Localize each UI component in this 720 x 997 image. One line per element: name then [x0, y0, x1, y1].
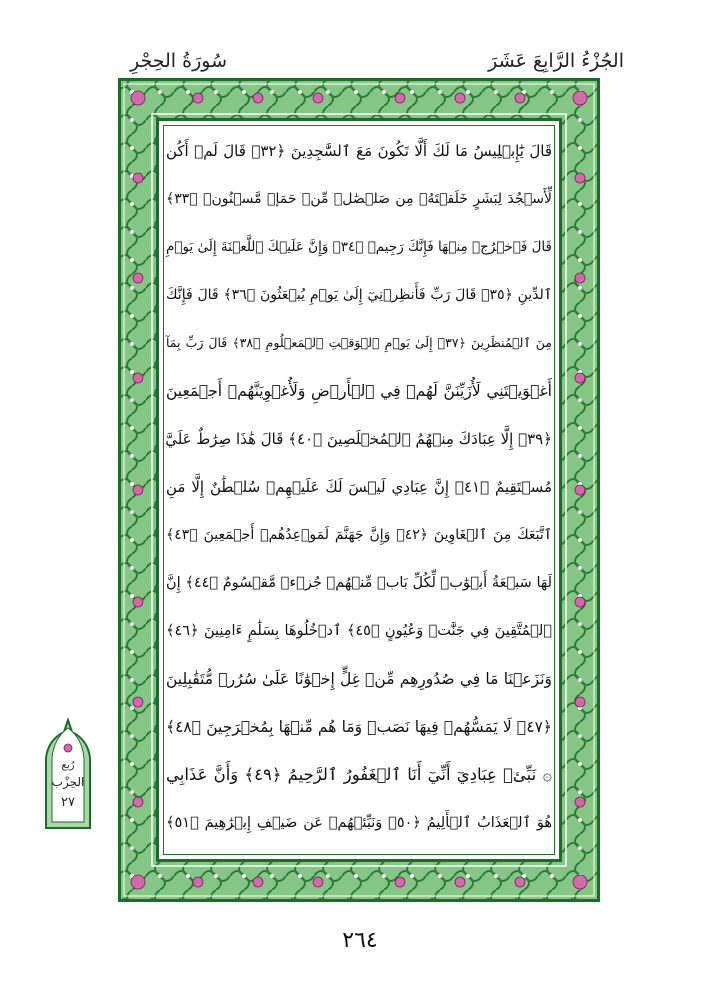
- text-line: أَغۡوَيۡتَنِي لَأُزَيِّنَنَّ لَهُمۡ فِي ٱلۡأَرۡضِ وَلَأُغۡوِيَنَّهُمۡ أَجۡمَعِينَ: [166, 382, 552, 400]
- text-line: هُوَ ٱلۡعَذَابُ ٱلۡأَلِيمُ ﴿٥٠﴾ وَنَبِّئۡهُمۡ عَن ضَيۡفِ إِبۡرَٰهِيمَ ﴿٥١﴾: [166, 815, 552, 831]
- juz-title: الجُزْءُ الرَّابِعَ عَشَرَ: [488, 50, 624, 72]
- hizb-marker-icon: [36, 718, 100, 830]
- hizb-quarter: رُبع: [61, 760, 75, 771]
- page-number: ٢٦٤: [342, 928, 378, 953]
- text-line: ٱتَّبَعَكَ مِنَ ٱلۡغَاوِينَ ﴿٤٢﴾ وَإِنَّ جَهَنَّمَ لَمَوۡعِدُهُمۡ أَجۡمَعِينَ ﴿٤٣﴾: [166, 527, 552, 543]
- text-line: ٱلۡمُتَّقِينَ فِي جَنَّٰتٖ وَعُيُونٍ ﴿٤٥﴾ ٱدۡخُلُوهَا بِسَلَٰمٍ ءَامِنِينَ ﴿٤٦﴾: [166, 623, 552, 639]
- text-line: وَنَزَعۡنَا مَا فِي صُدُورِهِم مِّنۡ غِلٍّ إِخۡوَٰنًا عَلَىٰ سُرُرٖ مُّتَقَٰبِلِينَ: [166, 670, 552, 688]
- text-line: ﴿٤٧﴾ لَا يَمَسُّهُمۡ فِيهَا نَصَبٞ وَمَا هُم مِّنۡهَا بِمُخۡرَجِينَ ﴿٤٨﴾: [166, 718, 552, 736]
- text-line: مُسۡتَقِيمٌ ﴿٤١﴾ إِنَّ عِبَادِي لَيۡسَ لَكَ عَلَيۡهِمۡ سُلۡطَٰنٌ إِلَّا مَنِ: [166, 478, 552, 496]
- text-line: ٱلدِّينِ ﴿٣٥﴾ قَالَ رَبِّ فَأَنظِرۡنِيٓ إِلَىٰ يَوۡمِ يُبۡعَثُونَ ﴿٣٦﴾ قَالَ فَإِنَّكَ: [166, 287, 553, 303]
- text-line: قَالَ فَٱخۡرُجۡ مِنۡهَا فَإِنَّكَ رَجِيمٞ ﴿٣٤﴾ وَإِنَّ عَلَيۡكَ ٱللَّعۡنَةَ إِلَىٰ يَوۡمِ: [166, 239, 552, 255]
- text-line: قَالَ يَٰٓإِبۡلِيسُ مَا لَكَ أَلَّا تَكُونَ مَعَ ٱلسَّٰجِدِينَ ﴿٣٢﴾ قَالَ لَمۡ أَكُن: [166, 142, 552, 160]
- text-line: ۞ نَبِّئۡ عِبَادِيٓ أَنِّيٓ أَنَا ٱلۡغَفُورُ ٱلرَّحِيمُ ﴿٤٩﴾ وَأَنَّ عَذَابِي: [166, 765, 552, 784]
- hizb-number: ٢٧: [61, 795, 75, 810]
- quran-text: [166, 128, 552, 852]
- text-line: لِّأَسۡجُدَ لِبَشَرٍ خَلَقۡتَهُۥ مِن صَلۡصَٰلٖ مِّنۡ حَمَإٖ مَّسۡنُونٖ ﴿٣٣﴾: [166, 191, 552, 207]
- text-line: مِنَ ٱلۡمُنظَرِينَ ﴿٣٧﴾ إِلَىٰ يَوۡمِ ٱلۡوَقۡتِ ٱلۡمَعۡلُومِ ﴿٣٨﴾ قَالَ رَبِّ بِمَآ: [166, 335, 552, 350]
- text-line: لَهَا سَبۡعَةُ أَبۡوَٰبٖ لِّكُلِّ بَابٖ مِّنۡهُمۡ جُزۡءٞ مَّقۡسُومٌ ﴿٤٤﴾ إِنَّ: [166, 575, 552, 591]
- surah-title: سُورَةُ الحِجْرِ: [130, 50, 227, 72]
- text-line: ﴿٣٩﴾ إِلَّا عِبَادَكَ مِنۡهُمُ ٱلۡمُخۡلَصِينَ ﴿٤٠﴾ قَالَ هَٰذَا صِرَٰطٌ عَلَيَّ: [165, 430, 552, 448]
- hizb-label: الحِزْب: [51, 775, 85, 789]
